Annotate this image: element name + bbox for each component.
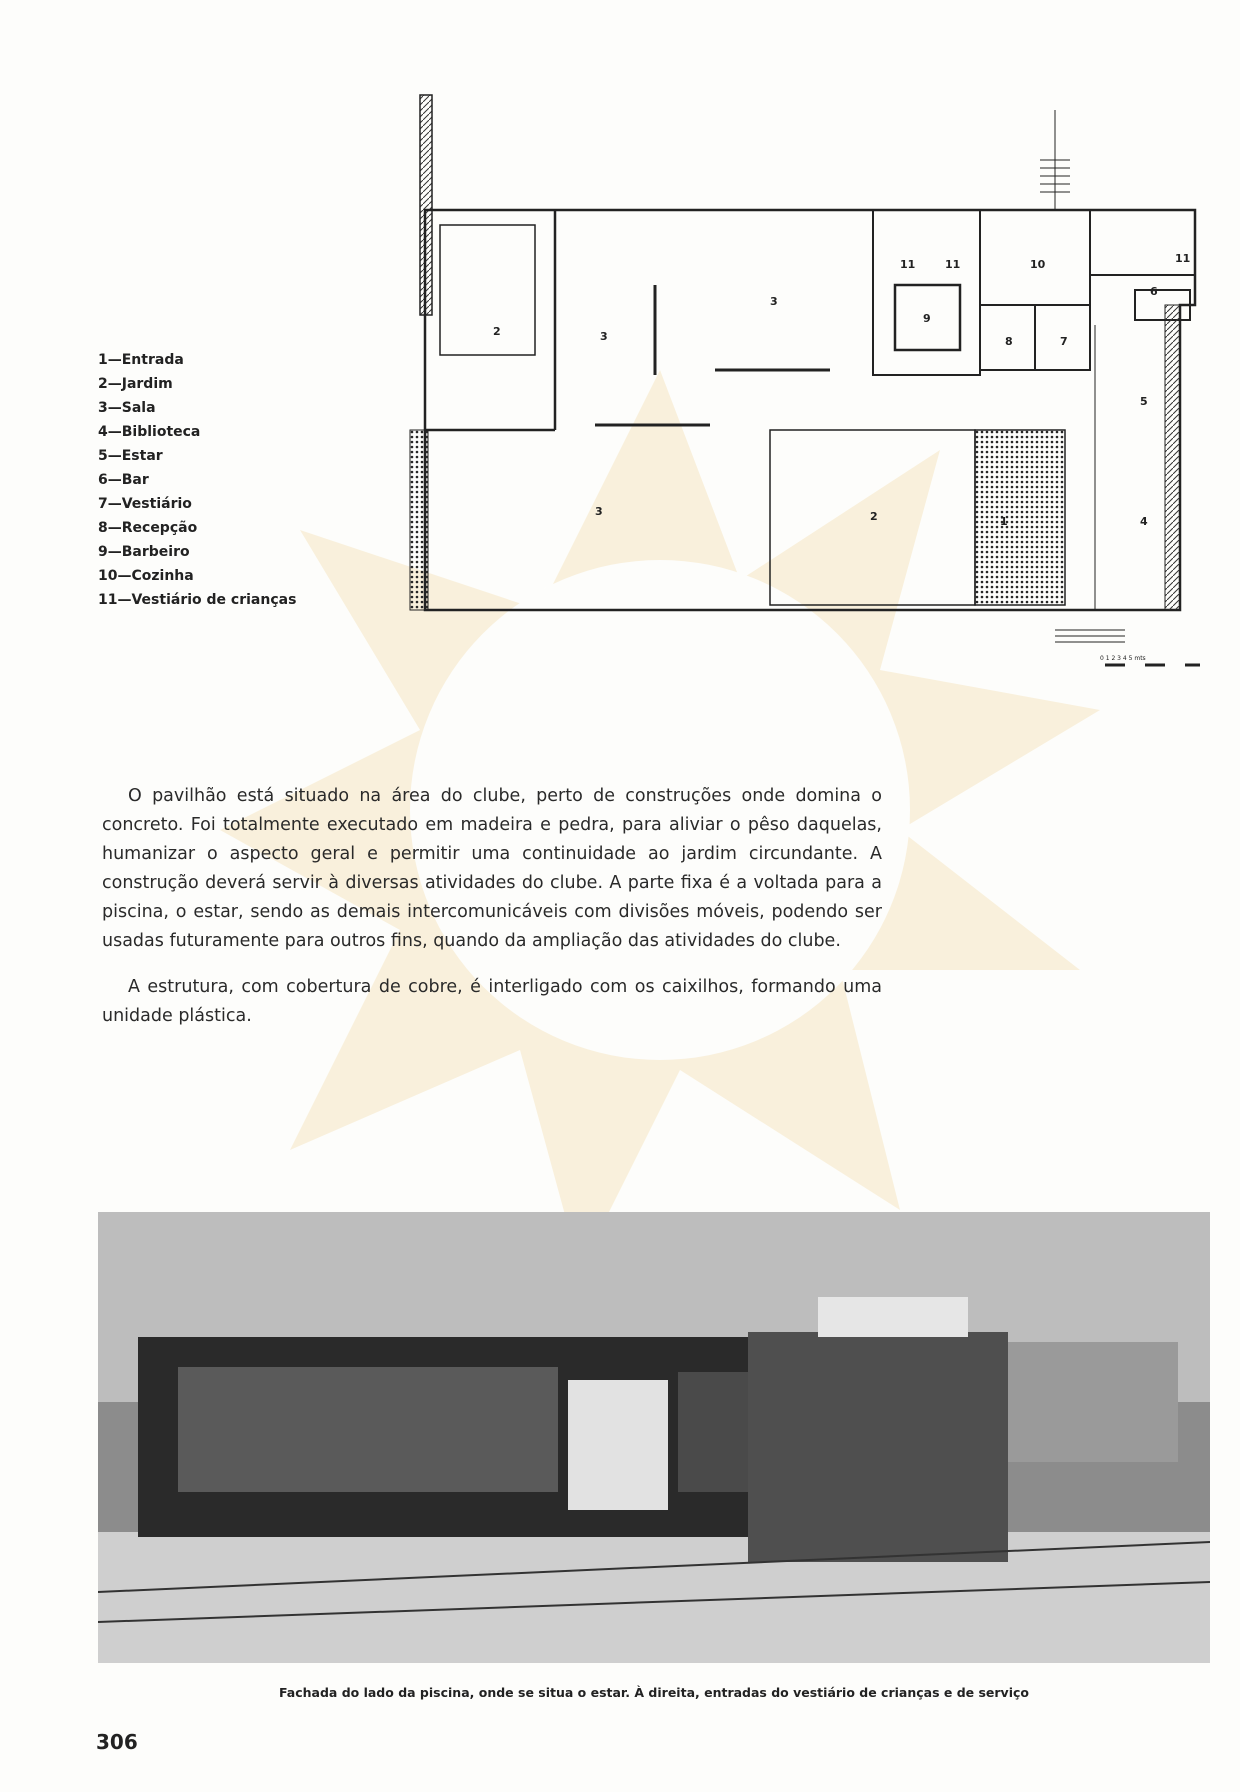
room-label-2b: 2	[870, 510, 878, 523]
page-number: 306	[96, 1730, 138, 1754]
room-label-11: 11	[900, 258, 916, 271]
legend-item: 6—Bar	[98, 472, 149, 488]
room-label-3b: 3	[770, 295, 778, 308]
photo-caption: Fachada do lado da piscina, onde se situa o estar. À direita, entradas do vestiário de crianças e de serviço	[278, 1685, 1029, 1700]
paragraph: O pavilhão está situado na área do clube, perto de construções onde domina o concreto. Foi totalmente executado em madeira e pedra, para aliviar o pêso daquelas, humanizar o aspecto geral e permitir uma continuidade ao jardim circundante. A construção deverá servir à diversas atividades do clube. A parte fixa é a voltada para a piscina, o estar, sendo as demais intercomunicáveis com divisões móveis, podendo ser usadas futuramente para outros fins, quando da ampliação das atividades do clube.	[102, 786, 882, 951]
room-label-9: 9	[923, 312, 931, 325]
room-label-10: 10	[1030, 258, 1046, 271]
legend-item: 8—Recepção	[98, 520, 198, 536]
legend-item: 9—Barbeiro	[98, 544, 190, 560]
room-label-4: 4	[1140, 515, 1148, 528]
room-label-3c: 3	[595, 505, 603, 518]
legend-item: 4—Biblioteca	[98, 424, 201, 440]
scale-label: 0 1 2 3 4 5 mts	[1100, 655, 1146, 662]
article-body	[102, 782, 882, 1048]
legend-item: 11—Vestiário de crianças	[98, 592, 297, 608]
legend-item: 3—Sala	[98, 400, 156, 416]
room-label-11b: 11	[945, 258, 961, 271]
room-label-6: 6	[1150, 285, 1158, 298]
room-label-2: 2	[493, 325, 501, 338]
plan-legend	[98, 348, 296, 612]
legend-item: 2—Jardim	[98, 376, 173, 392]
floor-plan	[405, 90, 1240, 690]
room-label-1: 1	[1000, 515, 1008, 528]
room-label-7: 7	[1060, 335, 1068, 348]
room-label-11c: 11	[1175, 252, 1191, 265]
legend-item: 7—Vestiário	[98, 496, 192, 512]
paragraph: A estrutura, com cobertura de cobre, é interligado com os caixilhos, formando uma unidade plástica.	[102, 977, 882, 1026]
legend-item: 10—Cozinha	[98, 568, 194, 584]
room-label-5: 5	[1140, 395, 1148, 408]
room-label-3: 3	[600, 330, 608, 343]
legend-item: 1—Entrada	[98, 352, 184, 368]
legend-item: 5—Estar	[98, 448, 163, 464]
building-photo	[98, 1212, 1210, 1663]
room-label-8: 8	[1005, 335, 1013, 348]
